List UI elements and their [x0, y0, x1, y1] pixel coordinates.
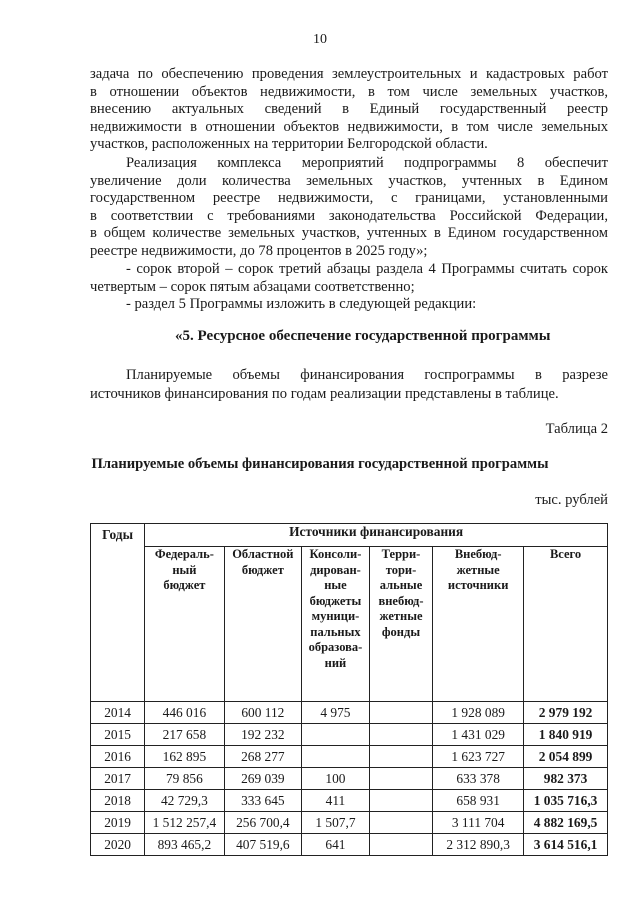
- cell-regional: 256 700,4: [224, 812, 302, 834]
- paragraph-amendment: [90, 261, 608, 296]
- header-total: Всего: [524, 547, 608, 702]
- header-territorial-funds: Терри- тори- альные внебюд- жетные фонды: [369, 547, 432, 702]
- cell-territorial: [369, 790, 432, 812]
- section-title: «5. Ресурсное обеспечение государственной программы: [175, 328, 551, 344]
- cell-federal: 162 895: [145, 746, 224, 768]
- cell-regional: 600 112: [224, 702, 302, 724]
- text-line: реестре недвижимости, до 78 процентов в 2025 году»;: [90, 242, 428, 259]
- cell-extrabudgetary: 2 312 890,3: [433, 834, 524, 856]
- text-line: Планируемые объемы финансирования госпрограммы в разрезе: [126, 367, 608, 383]
- table-title: Планируемые объемы финансирования государственной программы: [91, 456, 549, 472]
- text-line: четвертым – сорок пятым абзацами соответственно;: [90, 278, 415, 295]
- cell-federal: 79 856: [145, 768, 224, 790]
- cell-year: 2015: [91, 724, 145, 746]
- cell-year: 2016: [91, 746, 145, 768]
- text-line: источников финансирования по годам реализации представлены в таблице.: [90, 386, 559, 402]
- header-years: Годы: [91, 524, 145, 702]
- header-municipal-budgets: Консоли- дирован- ные бюджеты муници- пальных образова- ний: [302, 547, 370, 702]
- units-label: тыс. рублей: [535, 492, 608, 508]
- cell-municipal: 1 507,7: [302, 812, 370, 834]
- text-line: - раздел 5 Программы изложить в следующей редакции:: [126, 296, 477, 312]
- cell-extrabudgetary: 1 928 089: [433, 702, 524, 724]
- cell-extrabudgetary: 633 378: [433, 768, 524, 790]
- financing-table: [90, 523, 608, 856]
- cell-territorial: [369, 812, 432, 834]
- text-line: участков, расположенных на территории Белгородской области.: [90, 136, 488, 153]
- cell-federal: 446 016: [145, 702, 224, 724]
- cell-extrabudgetary: 658 931: [433, 790, 524, 812]
- header-extrabudgetary-sources: Внебюд- жетные источники: [433, 547, 524, 702]
- cell-total: 4 882 169,5: [524, 812, 608, 834]
- text-line: увеличение доли количества земельных участков, учтенных в Едином: [90, 172, 608, 189]
- table-row: [91, 724, 608, 746]
- cell-municipal: [302, 746, 370, 768]
- page-number: 10: [313, 32, 327, 47]
- cell-territorial: [369, 724, 432, 746]
- cell-total: 2 979 192: [524, 702, 608, 724]
- cell-municipal: 411: [302, 790, 370, 812]
- cell-federal: 42 729,3: [145, 790, 224, 812]
- intro-paragraph: [90, 366, 608, 404]
- cell-regional: 407 519,6: [224, 834, 302, 856]
- paragraph-task: [90, 66, 608, 154]
- text-line: в соответствии с требованиями законодательства Российской Федерации,: [90, 207, 608, 224]
- text-line: - сорок второй – сорок третий абзацы раздела 4 Программы считать сорок: [126, 261, 608, 277]
- text-line: в общем количестве земельных участков, учтенных в Едином государственном: [90, 225, 608, 242]
- cell-municipal: 641: [302, 834, 370, 856]
- cell-extrabudgetary: 3 111 704: [433, 812, 524, 834]
- cell-municipal: 4 975: [302, 702, 370, 724]
- text-line: недвижимости в отношении объектов недвижимости, в том числе земельных: [90, 118, 608, 135]
- paragraph-section5: [90, 296, 608, 314]
- cell-year: 2018: [91, 790, 145, 812]
- header-federal-budget: Федераль- ный бюджет: [145, 547, 224, 702]
- cell-total: 1 840 919: [524, 724, 608, 746]
- cell-total: 3 614 516,1: [524, 834, 608, 856]
- text-line: внесению актуальных сведений в Единый государственный реестр: [90, 101, 608, 118]
- header-sources: Источники финансирования: [145, 524, 608, 547]
- text-line: в отношении объектов недвижимости, в том числе земельных участков,: [90, 83, 608, 100]
- cell-year: 2020: [91, 834, 145, 856]
- table-row: [91, 702, 608, 724]
- header-regional-budget: Областной бюджет: [224, 547, 302, 702]
- cell-extrabudgetary: 1 431 029: [433, 724, 524, 746]
- text-line: задача по обеспечению проведения землеустроительных и кадастровых работ: [90, 66, 608, 82]
- cell-regional: 333 645: [224, 790, 302, 812]
- cell-municipal: [302, 724, 370, 746]
- cell-federal: 893 465,2: [145, 834, 224, 856]
- cell-year: 2019: [91, 812, 145, 834]
- cell-regional: 192 232: [224, 724, 302, 746]
- cell-year: 2014: [91, 702, 145, 724]
- cell-territorial: [369, 834, 432, 856]
- cell-total: 2 054 899: [524, 746, 608, 768]
- table-row: [91, 834, 608, 856]
- cell-regional: 269 039: [224, 768, 302, 790]
- table-row: [91, 768, 608, 790]
- table-row: [91, 790, 608, 812]
- cell-federal: 1 512 257,4: [145, 812, 224, 834]
- cell-territorial: [369, 768, 432, 790]
- cell-regional: 268 277: [224, 746, 302, 768]
- cell-federal: 217 658: [145, 724, 224, 746]
- text-line: Реализация комплекса мероприятий подпрограммы 8 обеспечит: [126, 155, 608, 171]
- table-label: Таблица 2: [545, 421, 608, 437]
- cell-territorial: [369, 702, 432, 724]
- cell-territorial: [369, 746, 432, 768]
- cell-year: 2017: [91, 768, 145, 790]
- text-line: государственном реестре недвижимости, с границами, установленными: [90, 190, 608, 207]
- table-row: [91, 746, 608, 768]
- cell-total: 982 373: [524, 768, 608, 790]
- table-row: [91, 812, 608, 834]
- cell-municipal: 100: [302, 768, 370, 790]
- paragraph-subprogram: [90, 155, 608, 261]
- cell-total: 1 035 716,3: [524, 790, 608, 812]
- cell-extrabudgetary: 1 623 727: [433, 746, 524, 768]
